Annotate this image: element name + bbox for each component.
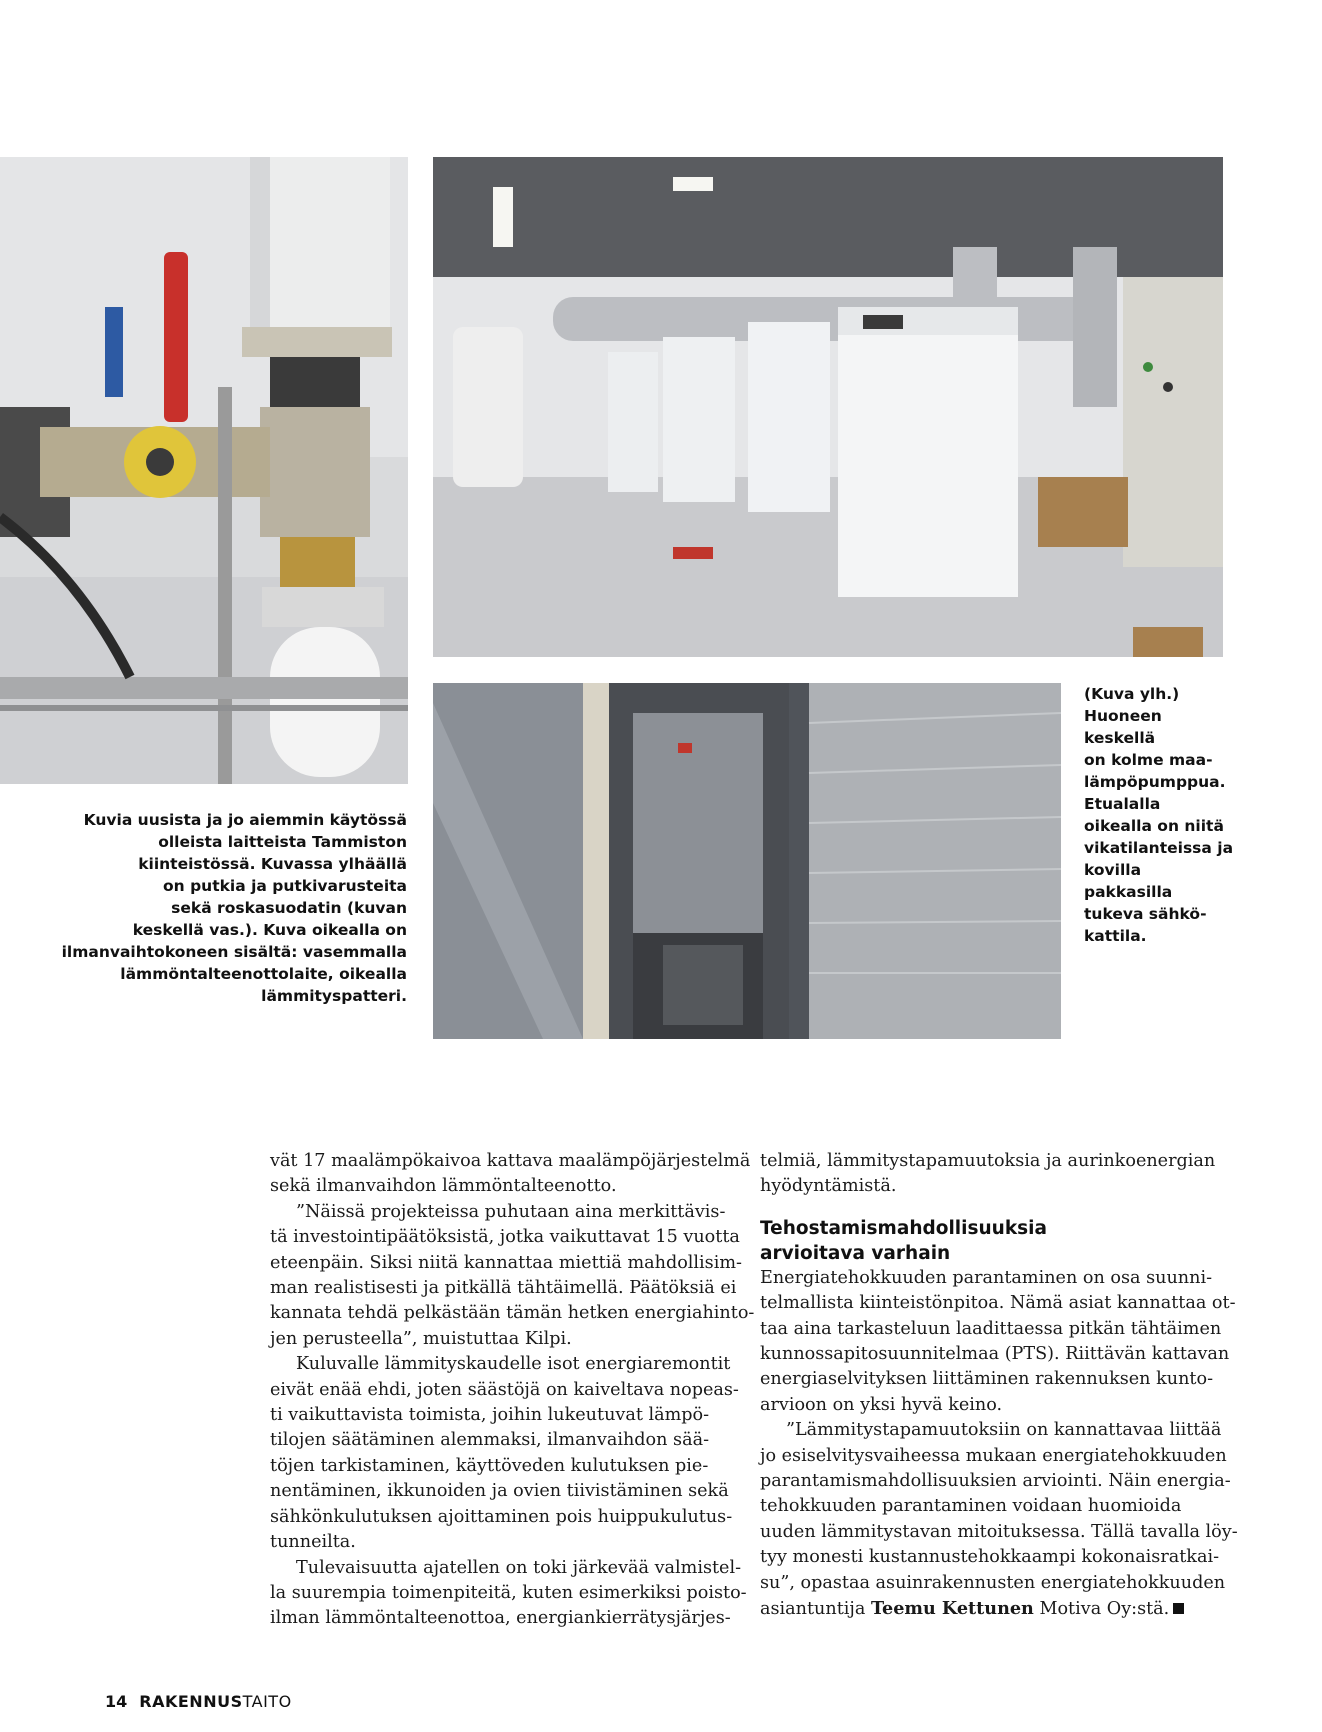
body-line: vät 17 maalämpökaivoa kattava maalämpöjärjestelmä <box>270 1151 751 1171</box>
body-line: arvioon on yksi hyvä keino. <box>760 1394 1003 1415</box>
photo-heat-pump-room <box>433 157 1223 657</box>
caption-line: (Kuva ylh.) <box>1084 685 1180 703</box>
body-line: telmallista kiinteistönpitoa. Nämä asiat kannattaa ot- <box>760 1293 1236 1314</box>
caption-line: sekä roskasuodatin (kuvan <box>171 899 407 917</box>
section-heading-line: arvioitava varhain <box>760 1242 951 1264</box>
page-number: 14 <box>105 1692 128 1711</box>
caption-line: vikatilanteissa ja <box>1084 839 1234 857</box>
expert-name: Teemu Kettunen <box>870 1598 1034 1620</box>
body-line: jo esiselvitysvaiheessa mukaan energiatehokkuuden <box>760 1445 1227 1466</box>
caption-line: kiinteistössä. Kuvassa ylhäällä <box>138 855 407 873</box>
body-text: asiantuntija <box>760 1599 871 1620</box>
body-line: hyödyntämistä. <box>760 1176 897 1197</box>
body-line: tä investointipäätöksistä, jotka vaikuttavat 15 vuotta <box>270 1227 740 1248</box>
body-line: Kuluvalle lämmityskaudelle isot energiaremontit <box>296 1354 731 1375</box>
body-line: energiaselvityksen liittäminen rakennuksen kunto- <box>760 1369 1214 1390</box>
body-line: tilojen säätäminen alemmaksi, ilmanvaihdon sää- <box>270 1430 710 1451</box>
article-column-right <box>760 1149 1238 1623</box>
caption-line: Kuvia uusista ja jo aiemmin käytössä <box>83 811 407 829</box>
caption-line: keskellä vas.). Kuva oikealla on <box>132 921 407 939</box>
article-column-left <box>270 1149 755 1632</box>
section-heading <box>760 1216 1222 1266</box>
body-line: telmiä, lämmitystapamuutoksia ja aurinkoenergian <box>760 1151 1216 1171</box>
body-line: tyy monesti kustannustehokkaampi kokonaisratkai- <box>760 1547 1220 1568</box>
caption-line: on putkia ja putkivarusteita <box>163 877 407 895</box>
body-line: eivät enää ehdi, joten säästöjä on kaiveltava nopeas- <box>270 1379 739 1400</box>
caption-line: olleista laitteista Tammiston <box>158 833 407 851</box>
body-line: uuden lämmitystavan mitoituksessa. Tällä tavalla löy- <box>760 1521 1238 1542</box>
body-line-last <box>760 1596 1222 1622</box>
caption-line: on kolme maa- <box>1084 751 1213 769</box>
caption-line: Huoneen keskellä <box>1084 707 1162 747</box>
photo-pipes-and-valves <box>0 157 408 784</box>
caption-line: ilmanvaihtokoneen sisältä: vasemmalla <box>61 943 407 961</box>
caption-line: kovilla pakkasilla <box>1084 861 1173 901</box>
page-footer <box>105 1692 292 1711</box>
body-line: eteenpäin. Siksi niitä kannattaa miettiä mahdollisim- <box>270 1252 742 1273</box>
body-line: man realistisesti ja pitkällä tähtäimellä. Päätöksiä ei <box>270 1278 737 1299</box>
body-line: Tulevaisuutta ajatellen on toki järkevää valmistel- <box>296 1557 742 1578</box>
caption-line: Etualalla <box>1084 795 1161 813</box>
caption-line: lämmityspatteri. <box>261 987 407 1005</box>
photo-caption-left <box>60 809 407 1007</box>
magazine-name-bold: RAKENNUS <box>139 1692 243 1711</box>
body-line: kunnossapitosuunnitelmaa (PTS). Riittävän kattavan <box>760 1344 1230 1365</box>
body-line: su”, opastaa asuinrakennusten energiatehokkuuden <box>760 1572 1226 1593</box>
body-line: tehokkuuden parantaminen voidaan huomioida <box>760 1496 1182 1517</box>
body-line: ilman lämmöntalteenottoa, energiankierrätysjärjes- <box>270 1608 731 1629</box>
body-line: kannata tehdä pelkästään tämän hetken energiahinto- <box>270 1303 755 1324</box>
body-line: Energiatehokkuuden parantaminen on osa suunni- <box>760 1267 1213 1288</box>
body-line: ”Lämmitystapamuutoksiin on kannattavaa liittää <box>786 1420 1222 1441</box>
photo-caption-right <box>1084 683 1234 947</box>
body-line: nentäminen, ikkunoiden ja ovien tiivistäminen sekä <box>270 1481 729 1502</box>
body-line: sekä ilmanvaihdon lämmöntalteenotto. <box>270 1176 617 1197</box>
caption-line: lämmöntalteenottolaite, oikealla <box>120 965 407 983</box>
body-line: jen perusteella”, muistuttaa Kilpi. <box>270 1328 572 1349</box>
end-of-article-square-icon <box>1173 1603 1184 1614</box>
body-line: ”Näissä projekteissa puhutaan aina merkittävis- <box>296 1201 726 1222</box>
section-heading-line: Tehostamismahdollisuuksia <box>760 1217 1047 1239</box>
caption-line: tukeva sähkö- <box>1084 905 1207 923</box>
caption-line: kattila. <box>1084 927 1147 945</box>
photo-air-handling-unit-interior <box>433 683 1061 1039</box>
body-line: la suurempia toimenpiteitä, kuten esimerkiksi poisto- <box>270 1582 747 1603</box>
caption-line: lämpöpumppua. <box>1084 773 1226 791</box>
body-line: parantamismahdollisuuksien arviointi. Näin energia- <box>760 1471 1231 1492</box>
body-line: taa aina tarkasteluun laadittaessa pitkän tähtäimen <box>760 1318 1222 1339</box>
body-text: Motiva Oy:stä. <box>1033 1599 1170 1620</box>
body-line: tunneilta. <box>270 1532 356 1553</box>
body-line: sähkönkulutuksen ajoittaminen pois huippukulutus- <box>270 1506 733 1527</box>
body-line: töjen tarkistaminen, käyttöveden kulutuksen pie- <box>270 1455 709 1476</box>
magazine-name-light: TAITO <box>242 1692 292 1711</box>
caption-line: oikealla on niitä <box>1084 817 1224 835</box>
body-line: ti vaikuttavista toimista, joihin lukeutuvat lämpö- <box>270 1405 710 1426</box>
